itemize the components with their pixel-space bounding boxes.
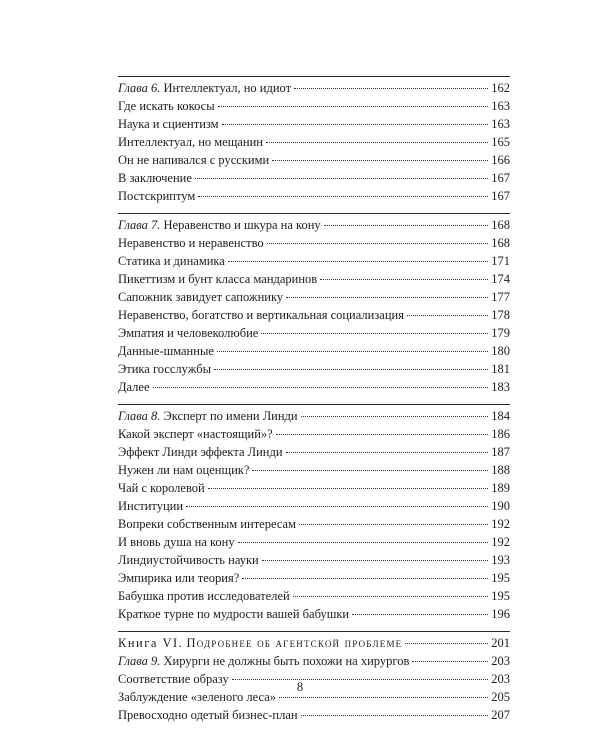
toc-entry[interactable] (118, 169, 510, 187)
subsection-title: Соответствие образу (118, 672, 229, 686)
entry-label (118, 252, 225, 270)
subsection-title: Какой эксперт «настоящий»? (118, 427, 273, 441)
subsection-title: И вновь душа на кону (118, 535, 235, 549)
dot-leader (153, 387, 489, 388)
toc-entry[interactable] (118, 378, 510, 396)
dot-leader (218, 106, 489, 107)
toc-entry[interactable] (118, 652, 510, 670)
subsection-title: Наука и сциентизм (118, 117, 219, 131)
dot-leader (352, 614, 488, 615)
entry-label (118, 324, 258, 342)
page-ref: 162 (491, 81, 510, 95)
toc-entry[interactable] (118, 634, 510, 652)
entry-label (118, 706, 298, 724)
dot-leader (301, 416, 489, 417)
entry-label (118, 587, 290, 605)
toc-entry[interactable] (118, 360, 510, 378)
toc-section (118, 404, 510, 623)
subsection-title: Эмпирика или теория? (118, 571, 240, 585)
entry-label (118, 97, 215, 115)
dot-leader (299, 524, 488, 525)
toc-entry[interactable] (118, 133, 510, 151)
entry-label (118, 551, 259, 569)
dot-leader (286, 297, 488, 298)
toc-entry[interactable] (118, 587, 510, 605)
subsection-title: Чай с королевой (118, 481, 205, 495)
entry-label (118, 79, 291, 97)
dot-leader (405, 643, 488, 644)
toc-entry[interactable] (118, 187, 510, 205)
entry-label (118, 169, 192, 187)
dot-leader (242, 578, 488, 579)
page-ref: 195 (491, 589, 510, 603)
page-ref: 167 (491, 171, 510, 185)
page-ref: 163 (491, 117, 510, 131)
page-ref: 163 (491, 99, 510, 113)
subsection-title: Данные-шманные (118, 344, 214, 358)
dot-leader (228, 261, 488, 262)
dot-leader (238, 542, 489, 543)
table-of-contents (118, 76, 510, 724)
entry-label (118, 270, 317, 288)
toc-entry[interactable] (118, 306, 510, 324)
page-ref: 180 (491, 344, 510, 358)
page-ref: 188 (491, 463, 510, 477)
subsection-title: Далее (118, 380, 150, 394)
page-ref: 195 (491, 571, 510, 585)
subsection-title: Вопреки собственным интересам (118, 517, 296, 531)
dot-leader (412, 661, 488, 662)
page-ref: 192 (491, 535, 510, 549)
toc-entry[interactable] (118, 151, 510, 169)
toc-entry[interactable] (118, 216, 510, 234)
entry-label (118, 497, 183, 515)
page-ref: 196 (491, 607, 510, 621)
dot-leader (214, 369, 488, 370)
book-number: Книга VI. (118, 636, 184, 650)
entry-label (118, 634, 402, 652)
subsection-title: Интеллектуал, но мещанин (118, 135, 263, 149)
toc-entry[interactable] (118, 533, 510, 551)
toc-entry[interactable] (118, 497, 510, 515)
subsection-title: Неравенство и неравенство (118, 236, 264, 250)
dot-leader (294, 88, 488, 89)
entry-label (118, 479, 205, 497)
toc-section (118, 213, 510, 396)
page-ref: 174 (491, 272, 510, 286)
subsection-title: Превосходно одетый бизнес-план (118, 708, 298, 722)
page-ref: 203 (491, 672, 510, 686)
dot-leader (222, 124, 489, 125)
dot-leader (261, 333, 488, 334)
dot-leader (301, 715, 489, 716)
dot-leader (252, 470, 488, 471)
page-ref: 179 (491, 326, 510, 340)
dot-leader (186, 506, 488, 507)
entry-label (118, 425, 273, 443)
page-ref: 186 (491, 427, 510, 441)
subsection-title: Эффект Линди эффекта Линди (118, 445, 283, 459)
entry-label (118, 115, 219, 133)
page-ref: 178 (491, 308, 510, 322)
subsection-title: Он не напивался с русскими (118, 153, 270, 167)
page-ref: 189 (491, 481, 510, 495)
page-ref: 201 (491, 636, 510, 650)
page-ref: 192 (491, 517, 510, 531)
chapter-number: Глава 9. (118, 654, 161, 668)
toc-entry[interactable] (118, 252, 510, 270)
page-ref: 207 (491, 708, 510, 722)
dot-leader (217, 351, 488, 352)
subsection-title: Постскриптум (118, 189, 196, 203)
toc-entry[interactable] (118, 288, 510, 306)
chapter-number: Глава 6. (118, 81, 161, 95)
entry-label (118, 515, 296, 533)
subsection-title: Пикеттизм и бунт класса мандаринов (118, 272, 318, 286)
chapter-title: Неравенство и шкура на кону (163, 218, 321, 232)
dot-leader (324, 225, 489, 226)
entry-label (118, 306, 404, 324)
page-ref: 181 (491, 362, 510, 376)
page-ref: 184 (491, 409, 510, 423)
subsection-title: Эмпатия и человеколюбие (118, 326, 259, 340)
dot-leader (286, 452, 489, 453)
chapter-title: Интеллектуал, но идиот (163, 81, 292, 95)
dot-leader (320, 279, 488, 280)
entry-label (118, 605, 349, 623)
entry-label (118, 461, 249, 479)
dot-leader (198, 196, 488, 197)
dot-leader (407, 315, 488, 316)
toc-entry[interactable] (118, 407, 510, 425)
chapter-title: Эксперт по имени Линди (163, 409, 298, 423)
page-ref: 165 (491, 135, 510, 149)
subsection-title: Где искать кокосы (118, 99, 215, 113)
page-ref: 203 (491, 654, 510, 668)
toc-entry[interactable] (118, 79, 510, 97)
toc-entry[interactable] (118, 97, 510, 115)
subsection-title: Статика и динамика (118, 254, 225, 268)
dot-leader (279, 697, 488, 698)
toc-entry[interactable] (118, 461, 510, 479)
toc-entry[interactable] (118, 342, 510, 360)
page-ref: 177 (491, 290, 510, 304)
subsection-title: Линдиустойчивость науки (118, 553, 259, 567)
subsection-title: Нужен ли нам оценщик? (118, 463, 250, 477)
page-ref: 183 (491, 380, 510, 394)
entry-label (118, 288, 283, 306)
entry-label (118, 234, 264, 252)
subsection-title: Заблуждение «зеленого леса» (118, 690, 277, 704)
page-ref: 166 (491, 153, 510, 167)
page-ref: 167 (491, 189, 510, 203)
entry-label (118, 360, 211, 378)
chapter-number: Глава 7. (118, 218, 161, 232)
toc-entry[interactable] (118, 569, 510, 587)
entry-label (118, 216, 321, 234)
page-ref: 168 (491, 218, 510, 232)
entry-label (118, 151, 269, 169)
entry-label (118, 378, 150, 396)
page-ref: 171 (491, 254, 510, 268)
toc-entry[interactable] (118, 515, 510, 533)
page-ref: 168 (491, 236, 510, 250)
subsection-title: Этика госслужбы (118, 362, 211, 376)
entry-label (118, 443, 283, 461)
chapter-title: Хирурги не должны быть похожи на хирургов (163, 654, 410, 668)
page-ref: 187 (491, 445, 510, 459)
entry-label (118, 133, 263, 151)
dot-leader (272, 160, 488, 161)
subsection-title: Институции (118, 499, 184, 513)
page-number: 8 (296, 680, 304, 694)
toc-entry[interactable] (118, 706, 510, 724)
page-ref: 193 (491, 553, 510, 567)
dot-leader (208, 488, 489, 489)
subsection-title: В заключение (118, 171, 192, 185)
toc-entry[interactable] (118, 115, 510, 133)
subsection-title: Сапожник завидует сапожнику (118, 290, 284, 304)
toc-entry[interactable] (118, 443, 510, 461)
toc-entry[interactable] (118, 605, 510, 623)
entry-label (118, 342, 214, 360)
toc-section (118, 631, 510, 724)
page-ref: 190 (491, 499, 510, 513)
subsection-title: Неравенство, богатство и вертикальная социализация (118, 308, 404, 322)
toc-entry[interactable] (118, 551, 510, 569)
page-ref: 205 (491, 690, 510, 704)
chapter-number: Глава 8. (118, 409, 161, 423)
dot-leader (267, 243, 489, 244)
toc-entry[interactable] (118, 234, 510, 252)
book-title: Подробнее об агентской проблеме (186, 636, 403, 650)
toc-entry[interactable] (118, 324, 510, 342)
entry-label (118, 407, 298, 425)
entry-label (118, 569, 239, 587)
entry-label (118, 652, 409, 670)
toc-entry[interactable] (118, 425, 510, 443)
dot-leader (262, 560, 489, 561)
dot-leader (293, 596, 489, 597)
subsection-title: Краткое турне по мудрости вашей бабушки (118, 607, 350, 621)
toc-entry[interactable] (118, 479, 510, 497)
toc-entry[interactable] (118, 270, 510, 288)
entry-label (118, 533, 235, 551)
subsection-title: Бабушка против исследователей (118, 589, 290, 603)
dot-leader (195, 178, 488, 179)
entry-label (118, 187, 195, 205)
toc-section (118, 76, 510, 205)
dot-leader (266, 142, 488, 143)
dot-leader (276, 434, 489, 435)
